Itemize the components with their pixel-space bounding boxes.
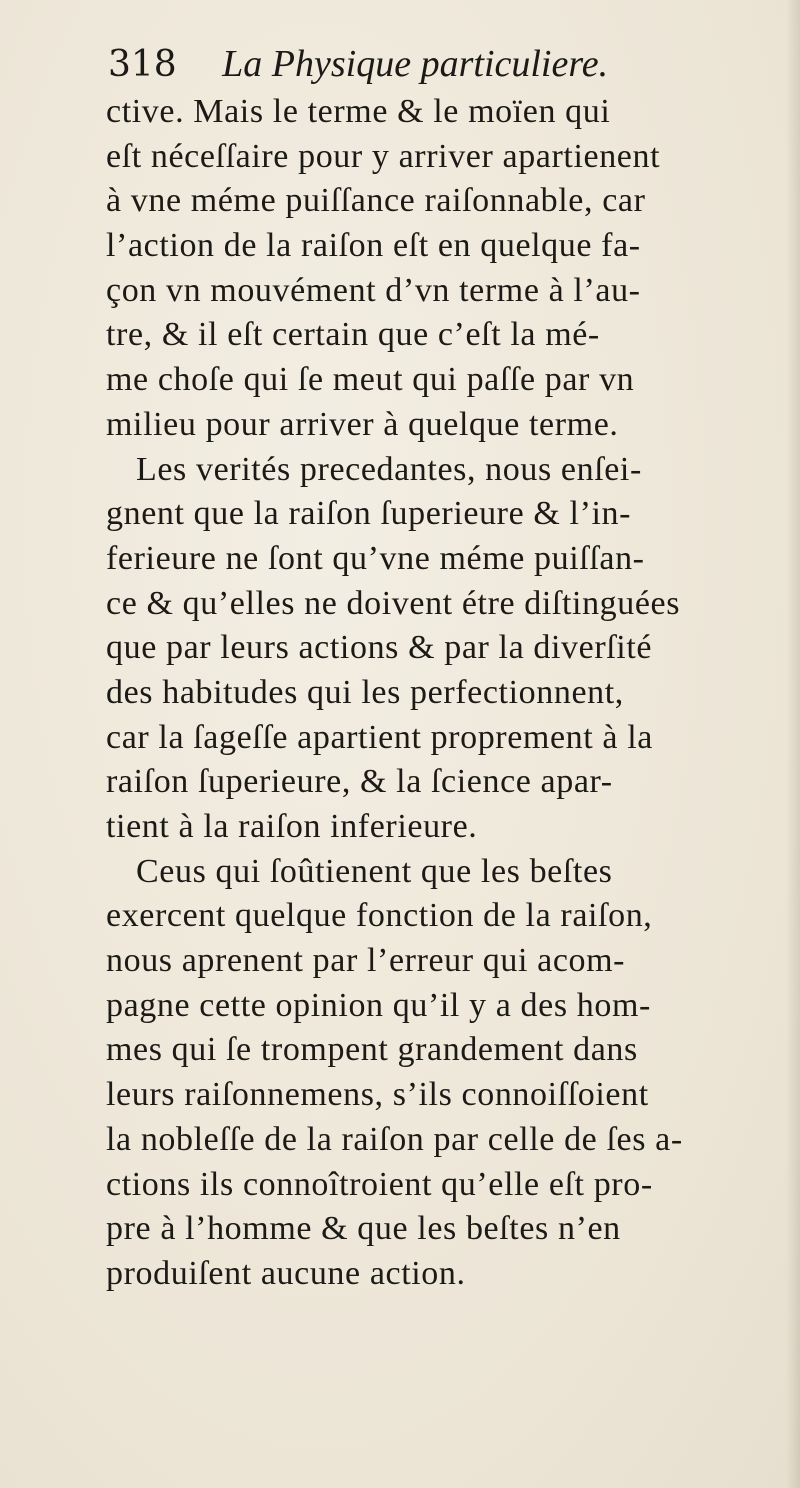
text-line: pagne cette opinion qu’il y a des hom- [106,986,651,1024]
text-line: mes qui ſe trompent grandement dans [106,1031,638,1069]
text-line: me choſe qui ſe meut qui paſſe par vn [106,361,635,399]
text-line: ctions ils connoîtroient qu’elle eſt pro- [106,1165,653,1203]
text-line: leurs raiſonnemens, s’ils connoiſſoient [106,1076,649,1114]
text-line: çon vn mouvément d’vn terme à l’au- [106,271,641,309]
text-line: tient à la raiſon inferieure. [106,808,478,845]
text-line: que par leurs actions & par la diverſité [106,629,653,667]
text-line: car la ſageſſe apartient proprement à la [106,718,653,756]
text-line: ctive. Mais le terme & le moïen qui [106,93,611,130]
paragraph-start-line: Les verités precedantes, nous enſei- [136,450,642,488]
text-line: pre à l’homme & que les beſtes n’en [106,1210,621,1248]
text-line: eſt néceſſaire pour y arriver apartienent [106,137,661,175]
running-title: La Physique particuliere. [222,43,609,85]
text-line: exercent quelque fonction de la raiſon, [106,897,653,935]
text-line: milieu pour arriver à quelque terme. [106,405,619,443]
text-line: nous aprenent par l’erreur qui acom- [106,942,626,980]
text-line: produiſent aucune action. [106,1254,466,1292]
page-number: 318 [108,44,177,85]
text-line: ferieure ne ſont qu’vne méme puiſſan- [106,539,645,577]
text-line: raiſon ſuperieure, & la ſcience apar- [106,763,613,801]
text-line: ce & qu’elles ne doivent étre diſtinguées [106,584,681,622]
text-line: à vne méme puiſſance raiſonnable, car [106,182,646,220]
paragraph-start-line: Ceus qui ſoûtienent que les beſtes [136,852,613,890]
text-line: l’action de la raiſon eſt en quelque fa- [106,227,641,265]
text-line: tre, & il eſt certain que c’eſt la mé- [106,316,600,354]
text-line: des habitudes qui les perfectionnent, [106,673,624,711]
text-line: gnent que la raiſon ſuperieure & l’in- [106,495,632,533]
body-text [106,90,796,1297]
text-line: la nobleſſe de la raiſon par celle de ſes a- [106,1120,683,1158]
page-header [108,38,748,90]
